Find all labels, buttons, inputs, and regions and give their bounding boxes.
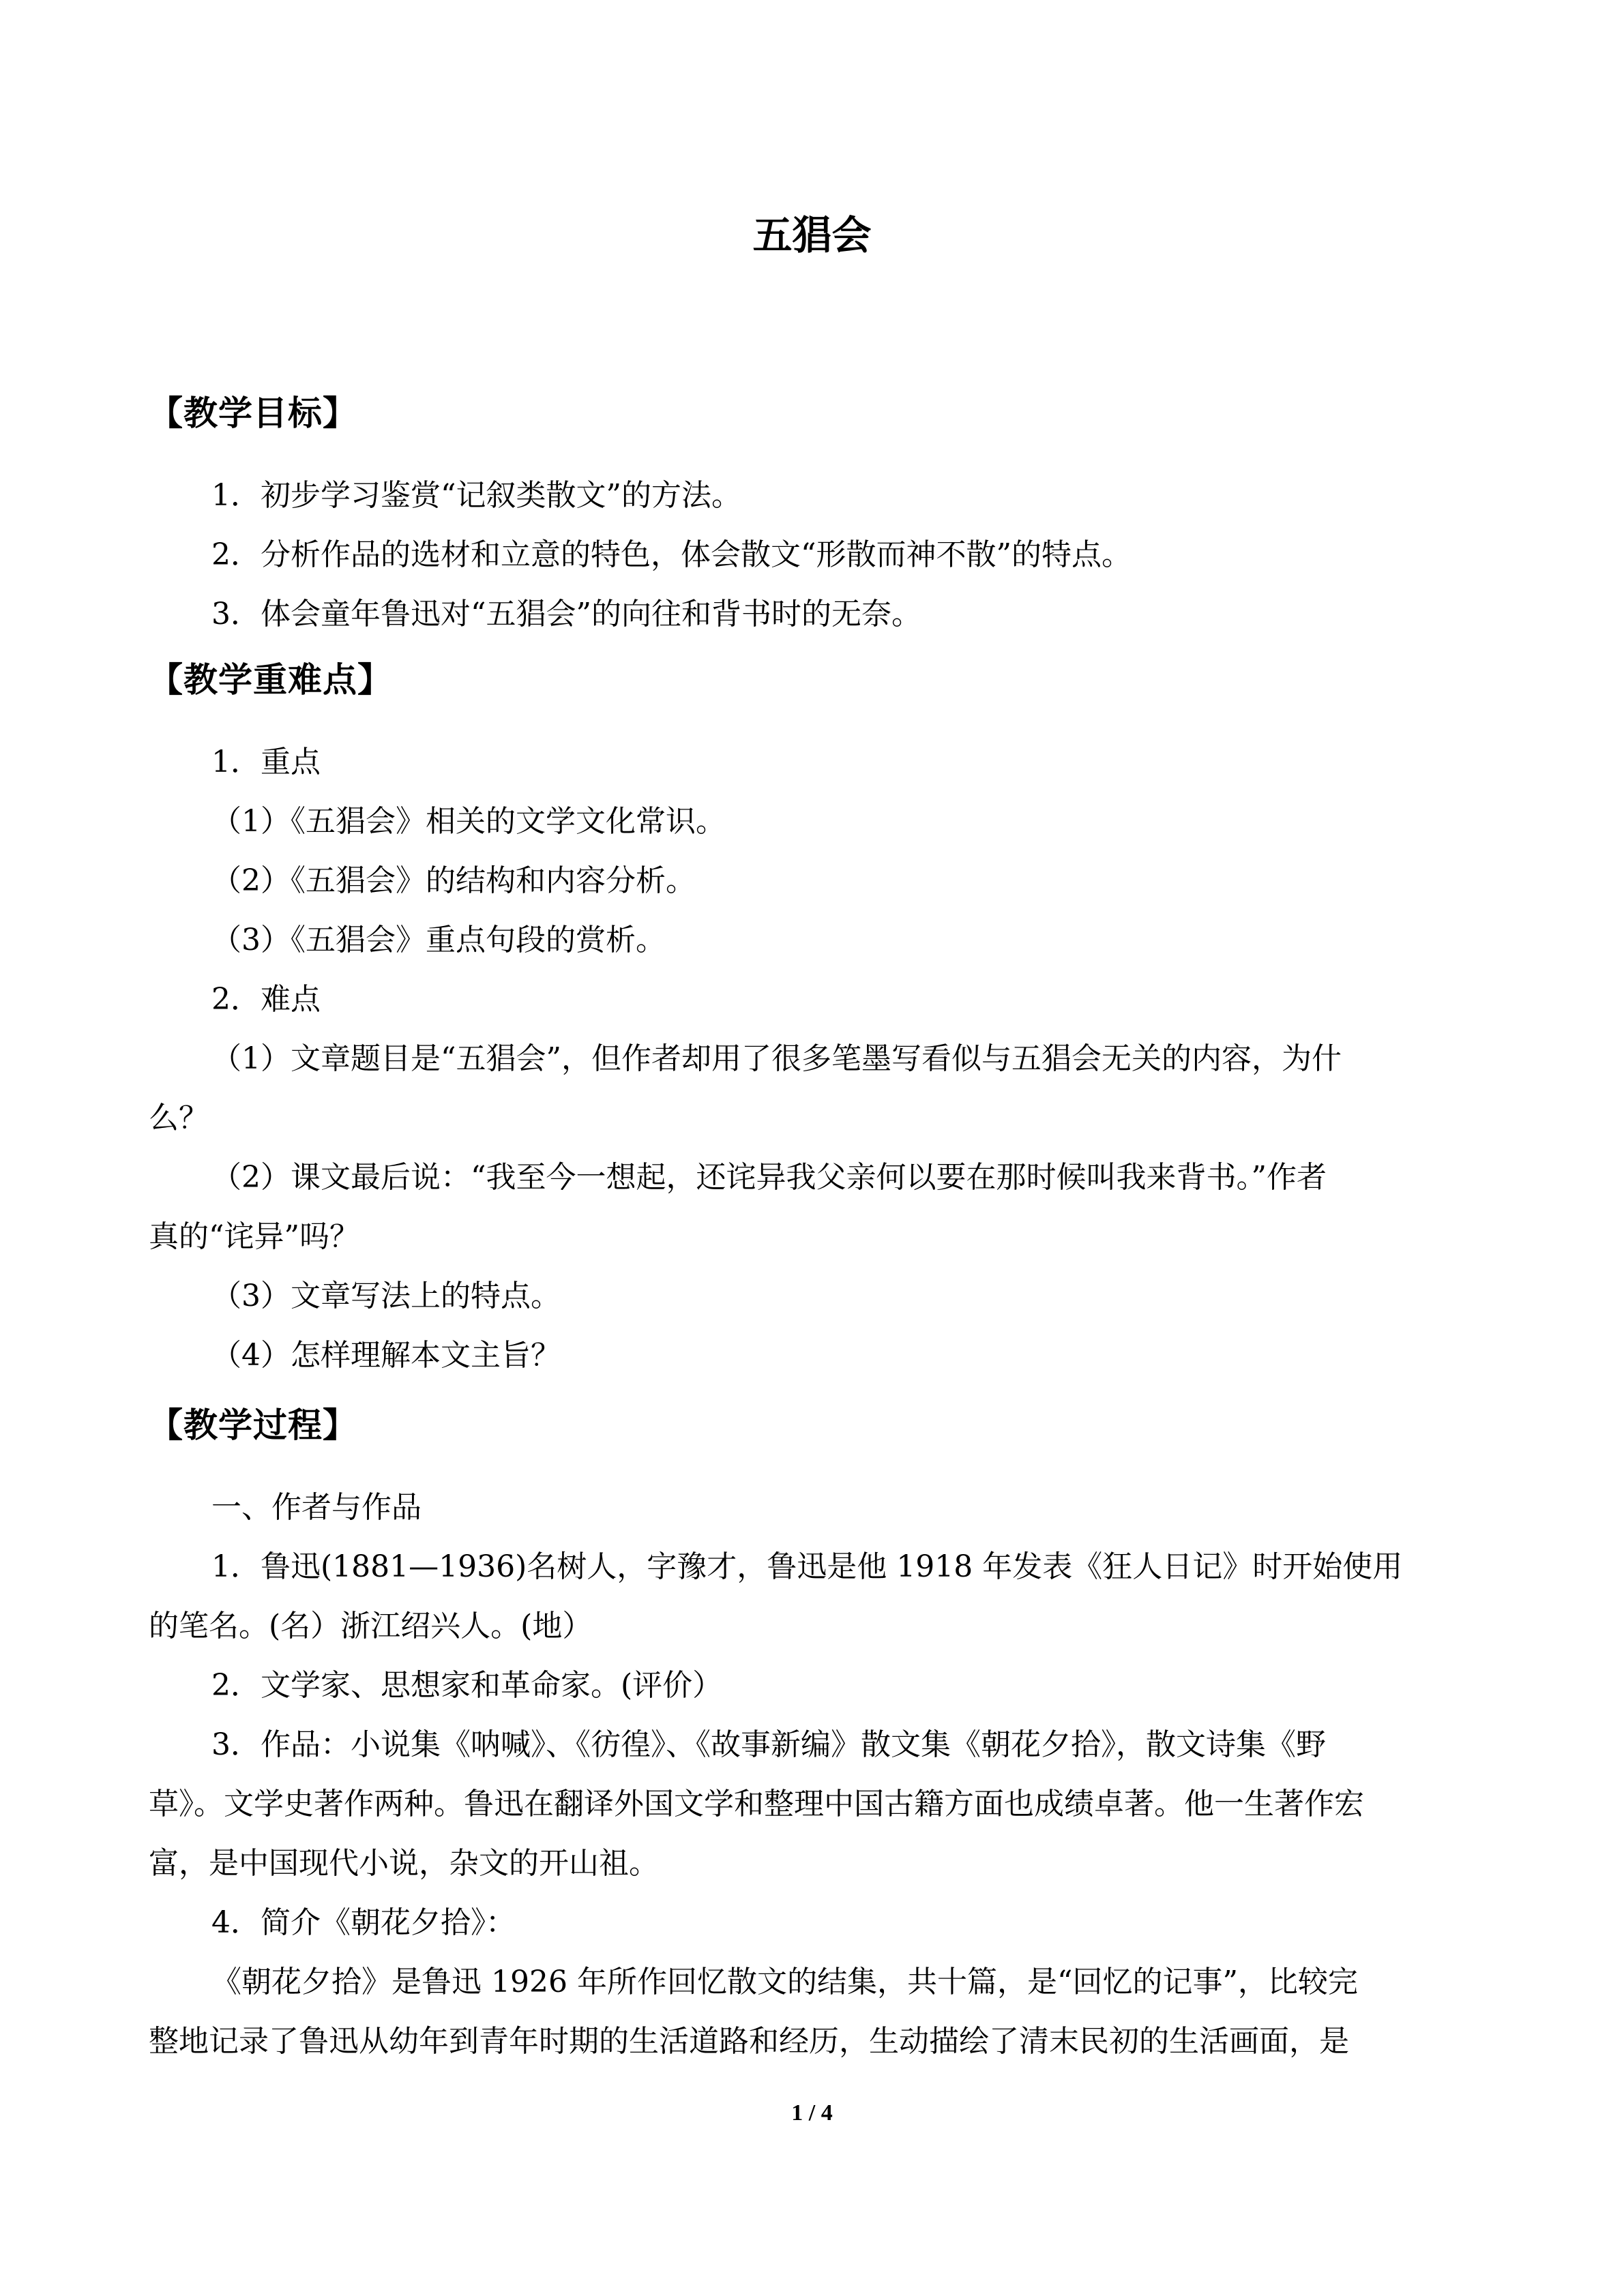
process-item-1-cont: 的笔名。(名）浙江绍兴人。(地） bbox=[149, 1609, 593, 1643]
process-item-4-body-cont: 整地记录了鲁迅从幼年到青年时期的生活道路和经历，生动描绘了清末民初的生活画面，是 bbox=[149, 2024, 1349, 2059]
part-title: 一、作者与作品 bbox=[211, 1490, 422, 1525]
process-item-3: 3．作品：小说集《呐喊》、《彷徨》、《故事新编》散文集《朝花夕拾》，散文诗集《野 bbox=[211, 1727, 1326, 1762]
process-item-2: 2．文学家、思想家和革命家。(评价） bbox=[211, 1668, 723, 1703]
focus-item-3: （3）《五猖会》重点句段的赏析。 bbox=[211, 923, 666, 957]
key-points-heading: 【教学重难点】 bbox=[149, 660, 392, 700]
objective-item-1: 1．初步学习鉴赏“记叙类散文”的方法。 bbox=[211, 478, 741, 513]
focus-item-2: （2）《五猖会》的结构和内容分析。 bbox=[211, 863, 696, 898]
focus-label: 1．重点 bbox=[211, 745, 321, 779]
difficulty-item-2: （2）课文最后说：“我至今一想起，还诧异我父亲何以要在那时候叫我来背书。”作者 bbox=[211, 1160, 1327, 1195]
difficulty-item-2-cont: 真的“诧异”吗？ bbox=[149, 1219, 359, 1254]
difficulty-item-1: （1）文章题目是“五猖会”，但作者却用了很多笔墨写看似与五猖会无关的内容，为什 bbox=[211, 1041, 1342, 1076]
objective-item-3: 3．体会童年鲁迅对“五猖会”的向往和背书时的无奈。 bbox=[211, 597, 921, 631]
page-number: 1 / 4 bbox=[791, 2100, 833, 2126]
focus-item-1: （1）《五猖会》相关的文学文化常识。 bbox=[211, 804, 726, 839]
difficulty-item-4: （4）怎样理解本文主旨？ bbox=[211, 1338, 561, 1373]
difficulty-item-3: （3）文章写法上的特点。 bbox=[211, 1279, 561, 1313]
process-item-3-cont-2: 富，是中国现代小说，杂文的开山祖。 bbox=[149, 1846, 659, 1881]
process-item-1: 1．鲁迅(1881—1936)名树人，字豫才，鲁迅是他 1918 年发表《狂人日记》时开始使用 bbox=[211, 1549, 1403, 1584]
objectives-heading: 【教学目标】 bbox=[149, 393, 357, 433]
process-heading: 【教学过程】 bbox=[149, 1405, 357, 1445]
process-item-3-cont-1: 草》。文学史著作两种。鲁迅在翻译外国文学和整理中国古籍方面也成绩卓著。他一生著作宏 bbox=[149, 1787, 1364, 1821]
difficulty-label: 2．难点 bbox=[211, 982, 321, 1017]
document-title: 五猖会 bbox=[752, 212, 872, 258]
process-item-4: 4．简介《朝花夕拾》： bbox=[211, 1905, 516, 1940]
difficulty-item-1-cont: 么？ bbox=[149, 1101, 209, 1135]
objective-item-2: 2．分析作品的选材和立意的特色，体会散文“形散而神不散”的特点。 bbox=[211, 537, 1132, 572]
process-item-4-body: 《朝花夕拾》是鲁迅 1926 年所作回忆散文的结集，共十篇，是“回忆的记事”，比较完 bbox=[211, 1965, 1358, 1999]
